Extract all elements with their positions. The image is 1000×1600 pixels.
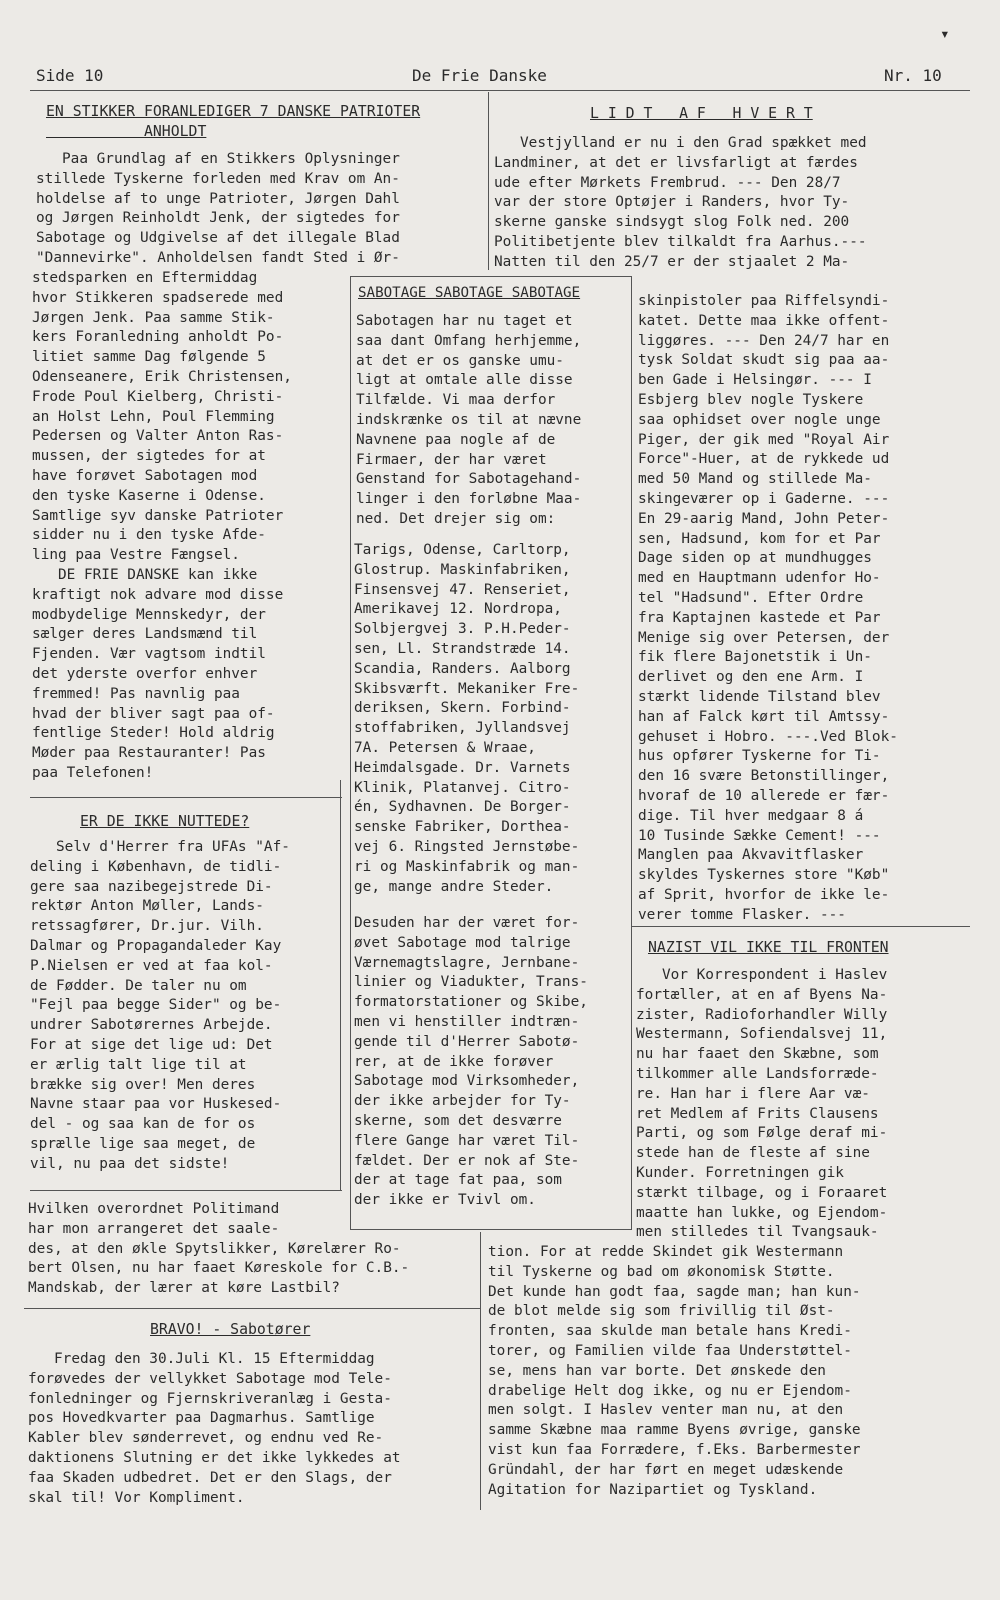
section-rule-3 — [24, 1308, 480, 1309]
lidt-body: skinpistoler paa Riffelsyndi- katet. Dette maa ikke offent- liggøres. --- Den 24/7 har en tysk Soldat skudt sig paa aa- ben Gade i Helsingør. --- I Esbjerg blev nogle Tyskere saa ophidset over nogle unge Piger, der gik med "Royal Air Force"-Huer, at de rykkede ud med 50 Mand og stillede Ma- skingeværer op i Gaderne. --- En 29-aarig Mand, John Peter- sen, Hadsund, kom for et Par Dage siden op at mundhugges med en Hauptmann udenfor Ho- tel "Hadsund". Efter Ordre fra Kaptajnen kastede et Par Menige sig over Petersen, der fik flere Bajonetstik i Un- derlivet og den ene Arm. I stærkt lidende Tilstand blev han af Falck kørt til Amtssy- gehuset i Hobro. ---.Ved Blok- hus opfører Tyskerne for Ti- den 16 svære Betonstillinger, hvoraf de 10 allerede er fær- dige. Til hver medgaar 8 á 10 Tusinde Sække Cement! --- Manglen paa Akvavitflasker skyldes Tyskernes store "Køb" af Sprit, hvorfor de ikke le- verer tomme Flasker. --- — [638, 293, 898, 923]
page-number: Side 10 — [36, 66, 104, 85]
section-rule-4 — [632, 926, 970, 927]
bravo-body: Fredag den 30.Juli Kl. 15 Eftermiddag forøvedes der vellykket Sabotage mod Tele- fonledninger og Fjernskriveranlæg i Gesta- pos Hovedkvarter paa Dagmarhus. Samtlige Kabler blev sønderrevet, og endnu ved Re- daktionens Slutning er det ikke lykkedes at faa Skaden udbedret. Det er den Slags, der skal til! Vor Kompliment. — [28, 1351, 401, 1506]
nuttede-headline: ER DE IKKE NUTTEDE? — [80, 813, 250, 830]
column-divider-top — [488, 92, 489, 270]
nazist-headline: NAZIST VIL IKKE TIL FRONTEN — [648, 939, 889, 956]
stikker-body-top: Paa Grundlag af en Stikkers Oplysninger stillede Tyskerne forleden med Krav om An- holdelse af to unge Patrioter, Jørgen Dahl og Jørgen Reinholdt Jenk, der sigtedes for Sabotage og Udgivelse af det illegale Blad "Dannevirke". Anholdelsen fandt Sted i Ør- — [36, 151, 400, 266]
sabotage-company-list: Tarigs, Odense, Carltorp, Glostrup. Maskinfabriken, Finsensvej 47. Renseriet, Amerikavej 12. Nordropa, Solbjergvej 3. P.H.Peder- sen, Ll. Strandstræde 14. Scandia, Randers. Aalborg Skibsværft. Mekaniker Fre- deriksen, Skern. Forbind- stoffabriken, Jyllandsvej 7A. Petersen & Wraae, Heimdalsgade. Dr. Varnets Klinik, Platanvej. Citro- én, Sydhavnen. De Borger- senske Fabriker, Dorthea- vej 6. Ringsted Jernstøbe- ri og Maskinfabrik og man- ge, mange andre Steder. — [354, 542, 580, 895]
politimand-body: Hvilken overordnet Politimand har mon arrangeret det saale- des, at den økle Spytslikker, Kørelærer Ro- bert Olsen, nu har faaet Køreskole for C.B.- Mandskab, der lærer at køre Lastbil? — [28, 1201, 410, 1297]
sabotage-outro: Desuden har der været for- øvet Sabotage mod talrige Værnemagtslagre, Jernbane- linier og Viadukter, Trans- formatorstationer og Skibe, men vi henstiller indtræn- gende til d'Herrer Sabotø- rer, at de ikke forøver Sabotage mod Virksomheder, der ikke arbejder for Ty- skerne, som det desværre flere Gange har været Til- fældet. Der er nok af Ste- der at tage fat paa, som der ikke er Tvivl om. — [354, 915, 588, 1209]
sabotage-headline: SABOTAGE SABOTAGE SABOTAGE — [358, 285, 581, 301]
stikker-body: stedsparken en Eftermiddag hvor Stikkeren spadserede med Jørgen Jenk. Paa samme Stik- kers Foranledning anholdt Po- litiet samme Dag følgende 5 Odenseanere, Erik Christensen, Frode Poul Kielberg, Christi- an Holst Lehn, Poul Flemming Pedersen og Valter Anton Ras- mussen, der sigtedes for at have forøvet Sabotagen mod den tyske Kaserne i Odense. Samtlige syv danske Patrioter sidder nu i den tyske Afde- ling paa Vestre Fængsel. DE FRIE DANSKE kan ikke kraftigt nok advare mod disse modbydelige Mennskedyr, der sælger deres Landsmænd til Fjenden. Vær vagtsom indtil det yderste overfor enhver fremmed! Pas navnlig paa hvad der bliver sagt paa of- fentlige Steder! Hold aldrig Møder paa Restauranter! Pas paa Telefonen! — [32, 270, 292, 781]
ink-mark: ▾ — [940, 24, 950, 43]
nazist-body-wide: tion. For at redde Skindet gik Westermann til Tyskerne og bad om økonomisk Støtte. Det kunde han godt faa, sagde man; han kun- de blot melde sig som frivillig til Øst- fronten, saa skulde man betale hans Kredi- torer, og Familien vilde faa Understøttel- se, mens han var borte. Det ønskede den drabelige Helt dog ikke, og nu er Ejendom- men solgt. I Haslev venter man nu, at den samme Skæbne maa ramme Byens øvrige, ganske vist kun faa Forrædere, f.Eks. Barbermester Gründahl, der har ført en meget udæskende Agitation for Nazipartiet og Tyskland. — [488, 1244, 861, 1498]
section-rule-2 — [30, 1190, 342, 1191]
issue-number: Nr. 10 — [884, 66, 942, 85]
nazist-body-top: Vor Korrespondent i Haslev fortæller, at en af Byens Na- zister, Radioforhandler Willy Westermann, Sofiendalsvej 11, nu har faaet den Skæbne, som tilkommer alle Landsforræde- re. Han har i flere Aar væ- ret Medlem af Frits Clausens Parti, og som Følge deraf mi- stede han de fleste af sine Kunder. Forretningen gik stærkt tilbage, og i Foraaret maatte han lukke, og Ejendom- men stilledes til Tvangsauk- — [636, 967, 888, 1241]
paper-title: De Frie Danske — [412, 66, 547, 85]
lidt-headline: L I D T A F H V E R T — [590, 105, 813, 122]
header-rule — [30, 90, 970, 91]
bravo-headline: BRAVO! - Sabotører — [150, 1321, 311, 1338]
nuttede-body: Selv d'Herrer fra UFAs "Af- deling i København, de tidli- gere saa nazibegejstrede Di- rektør Anton Møller, Lands- retssagfører, Dr.jur. Vilh. Dalmar og Propagandaleder Kay P.Nielsen er ved at faa kol- de Fødder. De taler nu om "Fejl paa begge Sider" og be- undrer Sabotørernes Arbejde. For at sige det lige ud: Det er ærlig talt lige til at brække sig over! Men deres Navne staar paa vor Huskesed- del - og saa kan de for os sprælle lige saa meget, de vil, nu paa det sidste! — [30, 839, 290, 1172]
sabotage-intro: Sabotagen har nu taget et saa dant Omfang herhjemme, at det er os ganske umu- ligt at omtale alle disse Tilfælde. Vi maa derfor indskrænke os til at nævne Navnene paa nogle af de Firmaer, der har været Genstand for Sabotagehand- linger i den forløbne Maa- ned. Det drejer sig om: — [356, 313, 582, 527]
lidt-body-top: Vestjylland er nu i den Grad spækket med Landminer, at det er livsfarligt at færdes ude efter Mørkets Frembrud. --- Den 28/7 var der store Optøjer i Randers, hvor Ty- skerne ganske sindsygt slog Folk ned. 200 Politibetjente blev tilkaldt fra Aarhus.--- Natten til den 25/7 er der stjaalet 2 Ma- — [494, 135, 867, 270]
section-rule-1 — [30, 797, 342, 798]
stikker-headline: EN STIKKER FORANLEDIGER 7 DANSKE PATRIOTER ANHOLDT — [46, 103, 421, 140]
column-divider-left — [340, 780, 341, 1190]
column-divider-bottom — [480, 1232, 481, 1510]
